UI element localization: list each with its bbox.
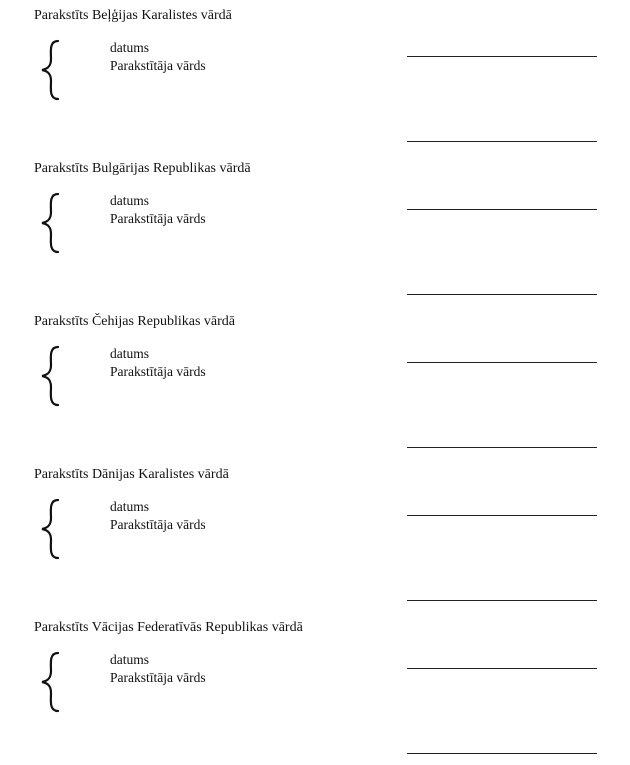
signature-block-denmark <box>0 459 630 612</box>
name-signature-line <box>407 753 597 754</box>
signature-block-belgium <box>0 0 630 153</box>
date-signature-line <box>407 668 597 669</box>
left-curly-brace-icon <box>38 39 62 101</box>
name-signature-line <box>407 447 597 448</box>
date-signature-line <box>407 209 597 210</box>
date-signature-line <box>407 56 597 57</box>
date-label: datums <box>110 652 149 667</box>
signer-name-label: Parakstītāja vārds <box>110 364 206 379</box>
name-signature-line <box>407 600 597 601</box>
name-signature-line <box>407 294 597 295</box>
signer-name-label: Parakstītāja vārds <box>110 670 206 685</box>
signature-heading: Parakstīts Beļģijas Karalistes vārdā <box>34 8 232 23</box>
signer-name-label: Parakstītāja vārds <box>110 517 206 532</box>
signer-name-label: Parakstītāja vārds <box>110 211 206 226</box>
date-label: datums <box>110 499 149 514</box>
date-label: datums <box>110 40 149 55</box>
signature-block-bulgaria <box>0 153 630 306</box>
date-signature-line <box>407 515 597 516</box>
signature-heading: Parakstīts Bulgārijas Republikas vārdā <box>34 161 251 176</box>
left-curly-brace-icon <box>38 651 62 713</box>
signature-block-germany <box>0 612 630 765</box>
date-label: datums <box>110 193 149 208</box>
date-label: datums <box>110 346 149 361</box>
signature-heading: Parakstīts Vācijas Federatīvās Republikas vārdā <box>34 620 303 635</box>
left-curly-brace-icon <box>38 345 62 407</box>
signer-name-label: Parakstītāja vārds <box>110 58 206 73</box>
name-signature-line <box>407 141 597 142</box>
signature-heading: Parakstīts Čehijas Republikas vārdā <box>34 314 236 329</box>
left-curly-brace-icon <box>38 498 62 560</box>
left-curly-brace-icon <box>38 192 62 254</box>
signature-heading: Parakstīts Dānijas Karalistes vārdā <box>34 467 229 482</box>
date-signature-line <box>407 362 597 363</box>
signature-block-czech <box>0 306 630 459</box>
